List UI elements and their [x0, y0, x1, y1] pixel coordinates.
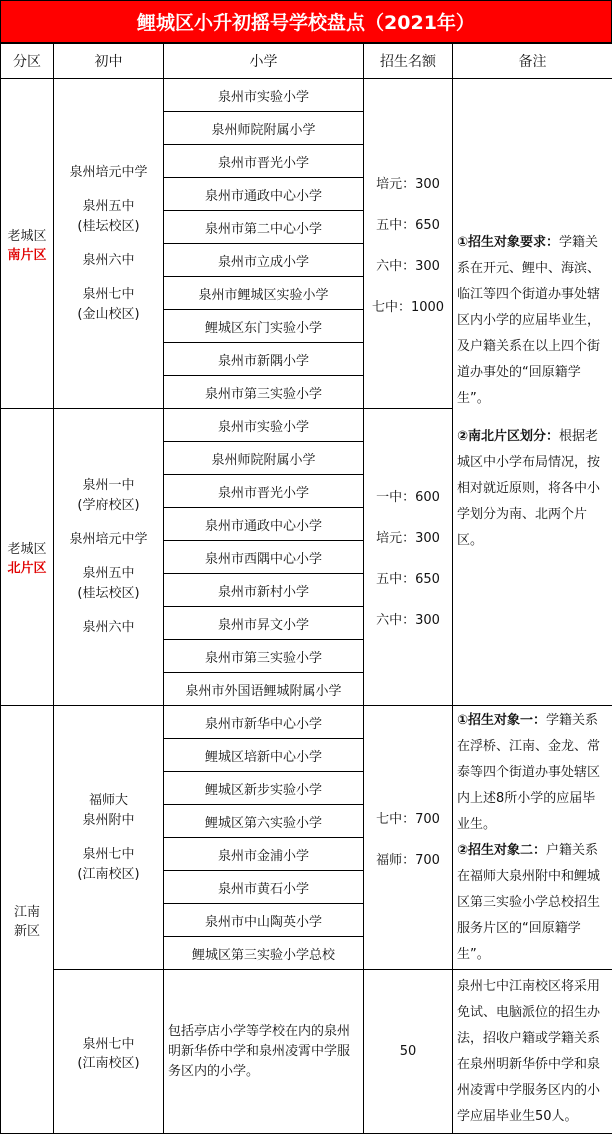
quota-cell: 50 — [364, 970, 453, 1134]
note-paragraph — [457, 838, 608, 968]
district-label-line: 新区 — [1, 920, 53, 939]
district-label — [1, 901, 53, 939]
primary-school: 泉州市立成小学 — [164, 244, 364, 277]
middle-school-line: (桂坛校区) — [54, 217, 163, 237]
note-text: 根据老城区中小学布局情况，按相对就近原则，将各中小学划分为南、北两个片区。 — [457, 429, 600, 548]
middle-school — [54, 618, 163, 638]
primary-school: 泉州市金浦小学 — [164, 838, 364, 871]
middle-school-cell — [54, 706, 164, 970]
district-label — [1, 538, 53, 557]
subdistrict-label: 南片区 — [1, 244, 53, 263]
primary-school: 泉州市第三实验小学 — [164, 376, 364, 409]
note-heading: ②招生对象二： — [457, 843, 546, 858]
note-heading: ②南北片区划分： — [457, 429, 559, 444]
note-text: 户籍关系在福师大泉州附中和鲤城区第三实验小学总校招生服务片区的“回原籍学生”。 — [457, 843, 600, 962]
middle-school-line: 泉州五中 — [54, 197, 163, 217]
primary-school: 泉州市中山陶英小学 — [164, 904, 364, 937]
notes-last: 泉州七中江南校区将采用免试、电脑派位的招生办法，招收户籍或学籍关系在泉州明新华侨中学和泉州凌霄中学服务区内的小学应届毕业生50人。 — [453, 970, 612, 1134]
header-row — [1, 44, 612, 79]
primary-school: 泉州市昇文小学 — [164, 607, 364, 640]
middle-school-line: 泉州附中 — [54, 811, 163, 831]
quota-item: 七中：700 — [364, 808, 452, 827]
quota-cell — [364, 706, 453, 970]
middle-school-line: 泉州培元中学 — [54, 163, 163, 183]
primary-school: 泉州市新华中心小学 — [164, 706, 364, 739]
note-heading: ①招生对象一： — [457, 713, 546, 728]
primary-school: 鲤城区东门实验小学 — [164, 310, 364, 343]
header-district: 分区 — [1, 44, 54, 79]
primary-school: 泉州市通政中心小学 — [164, 508, 364, 541]
quota-item: 培元：300 — [364, 527, 452, 546]
middle-school-line: (江南校区) — [54, 1052, 163, 1071]
middle-school-line: 泉州七中 — [54, 1033, 163, 1052]
middle-school-line: 泉州一中 — [54, 476, 163, 496]
primary-school: 泉州市实验小学 — [164, 409, 364, 442]
middle-school — [54, 476, 163, 516]
quota-item: 培元：300 — [364, 173, 452, 192]
primary-school: 泉州市第三实验小学 — [164, 640, 364, 673]
middle-school-line: (学府校区) — [54, 496, 163, 516]
header-middle-school: 初中 — [54, 44, 164, 79]
primary-school: 泉州市晋光小学 — [164, 475, 364, 508]
school-table — [0, 43, 612, 1134]
middle-school-cell — [54, 409, 164, 706]
middle-school — [54, 845, 163, 885]
note-paragraph — [457, 424, 608, 554]
middle-school — [54, 791, 163, 831]
quota-item: 五中：650 — [364, 568, 452, 587]
middle-school — [54, 564, 163, 604]
district-cell — [1, 706, 54, 1134]
note-text: 学籍关系在浮桥、江南、金龙、常泰等四个街道办事处辖区内上述8所小学的应届毕业生。 — [457, 713, 600, 832]
quota-item: 五中：650 — [364, 214, 452, 233]
quota-item: 福师：700 — [364, 849, 452, 868]
table-row — [1, 79, 612, 112]
primary-school: 泉州市晋光小学 — [164, 145, 364, 178]
middle-school — [54, 251, 163, 271]
middle-school-line: 泉州六中 — [54, 618, 163, 638]
primary-school: 泉州市新村小学 — [164, 574, 364, 607]
middle-school — [54, 1033, 163, 1071]
page-title: 鲤城区小升初摇号学校盘点（2021年） — [0, 0, 612, 43]
primary-school: 泉州市西隅中心小学 — [164, 541, 364, 574]
quota-cell — [364, 79, 453, 409]
primary-school: 泉州市实验小学 — [164, 79, 364, 112]
primary-school: 泉州市第二中心小学 — [164, 211, 364, 244]
primary-school: 泉州市鲤城区实验小学 — [164, 277, 364, 310]
table-row-last — [1, 970, 612, 1134]
table-row — [1, 706, 612, 739]
quota-cell — [364, 409, 453, 706]
notes-jiangnan — [453, 706, 612, 970]
middle-school-line: 泉州培元中学 — [54, 530, 163, 550]
note-text: 学籍关系在开元、鲤中、海滨、临江等四个街道办事处辖区内小学的应届毕业生，及户籍关系在以上四个街道办事处的“回原籍学生”。 — [457, 235, 600, 406]
middle-school-line: (桂坛校区) — [54, 584, 163, 604]
header-primary-school: 小学 — [164, 44, 364, 79]
notes-old-city — [453, 79, 612, 706]
header-notes: 备注 — [453, 44, 612, 79]
primary-school: 泉州师院附属小学 — [164, 112, 364, 145]
middle-school — [54, 530, 163, 550]
subdistrict-label: 北片区 — [1, 557, 53, 576]
middle-school-line: 泉州六中 — [54, 251, 163, 271]
note-paragraph — [457, 708, 608, 838]
middle-school-line: (金山校区) — [54, 305, 163, 325]
primary-school: 泉州师院附属小学 — [164, 442, 364, 475]
primary-school-desc: 包括亭店小学等学校在内的泉州明新华侨中学和泉州凌霄中学服务区内的小学。 — [164, 970, 364, 1134]
middle-school-line: 泉州七中 — [54, 285, 163, 305]
primary-school: 泉州市黄石小学 — [164, 871, 364, 904]
quota-item: 一中：600 — [364, 486, 452, 505]
district-label-line: 老城区 — [1, 538, 53, 557]
quota-item: 六中：300 — [364, 255, 452, 274]
district-label-line: 江南 — [1, 901, 53, 920]
district-label — [1, 225, 53, 244]
middle-school — [54, 285, 163, 325]
district-cell — [1, 409, 54, 706]
primary-school: 鲤城区第六实验小学 — [164, 805, 364, 838]
middle-school-line: 福师大 — [54, 791, 163, 811]
middle-school — [54, 163, 163, 183]
note-paragraph — [457, 230, 608, 412]
primary-school: 泉州市外国语鲤城附属小学 — [164, 673, 364, 706]
quota-item: 七中：1000 — [364, 296, 452, 315]
note-heading: ①招生对象要求： — [457, 235, 559, 250]
middle-school-cell — [54, 970, 164, 1134]
middle-school — [54, 197, 163, 237]
middle-school-line: 泉州五中 — [54, 564, 163, 584]
primary-school: 鲤城区第三实验小学总校 — [164, 937, 364, 970]
quota-item: 六中：300 — [364, 609, 452, 628]
district-cell — [1, 79, 54, 409]
district-label-line: 老城区 — [1, 225, 53, 244]
primary-school: 鲤城区培新中心小学 — [164, 739, 364, 772]
primary-school: 泉州市新隅小学 — [164, 343, 364, 376]
primary-school: 鲤城区新步实验小学 — [164, 772, 364, 805]
primary-school: 泉州市通政中心小学 — [164, 178, 364, 211]
middle-school-cell — [54, 79, 164, 409]
middle-school-line: 泉州七中 — [54, 845, 163, 865]
header-quota: 招生名额 — [364, 44, 453, 79]
middle-school-line: (江南校区) — [54, 865, 163, 885]
